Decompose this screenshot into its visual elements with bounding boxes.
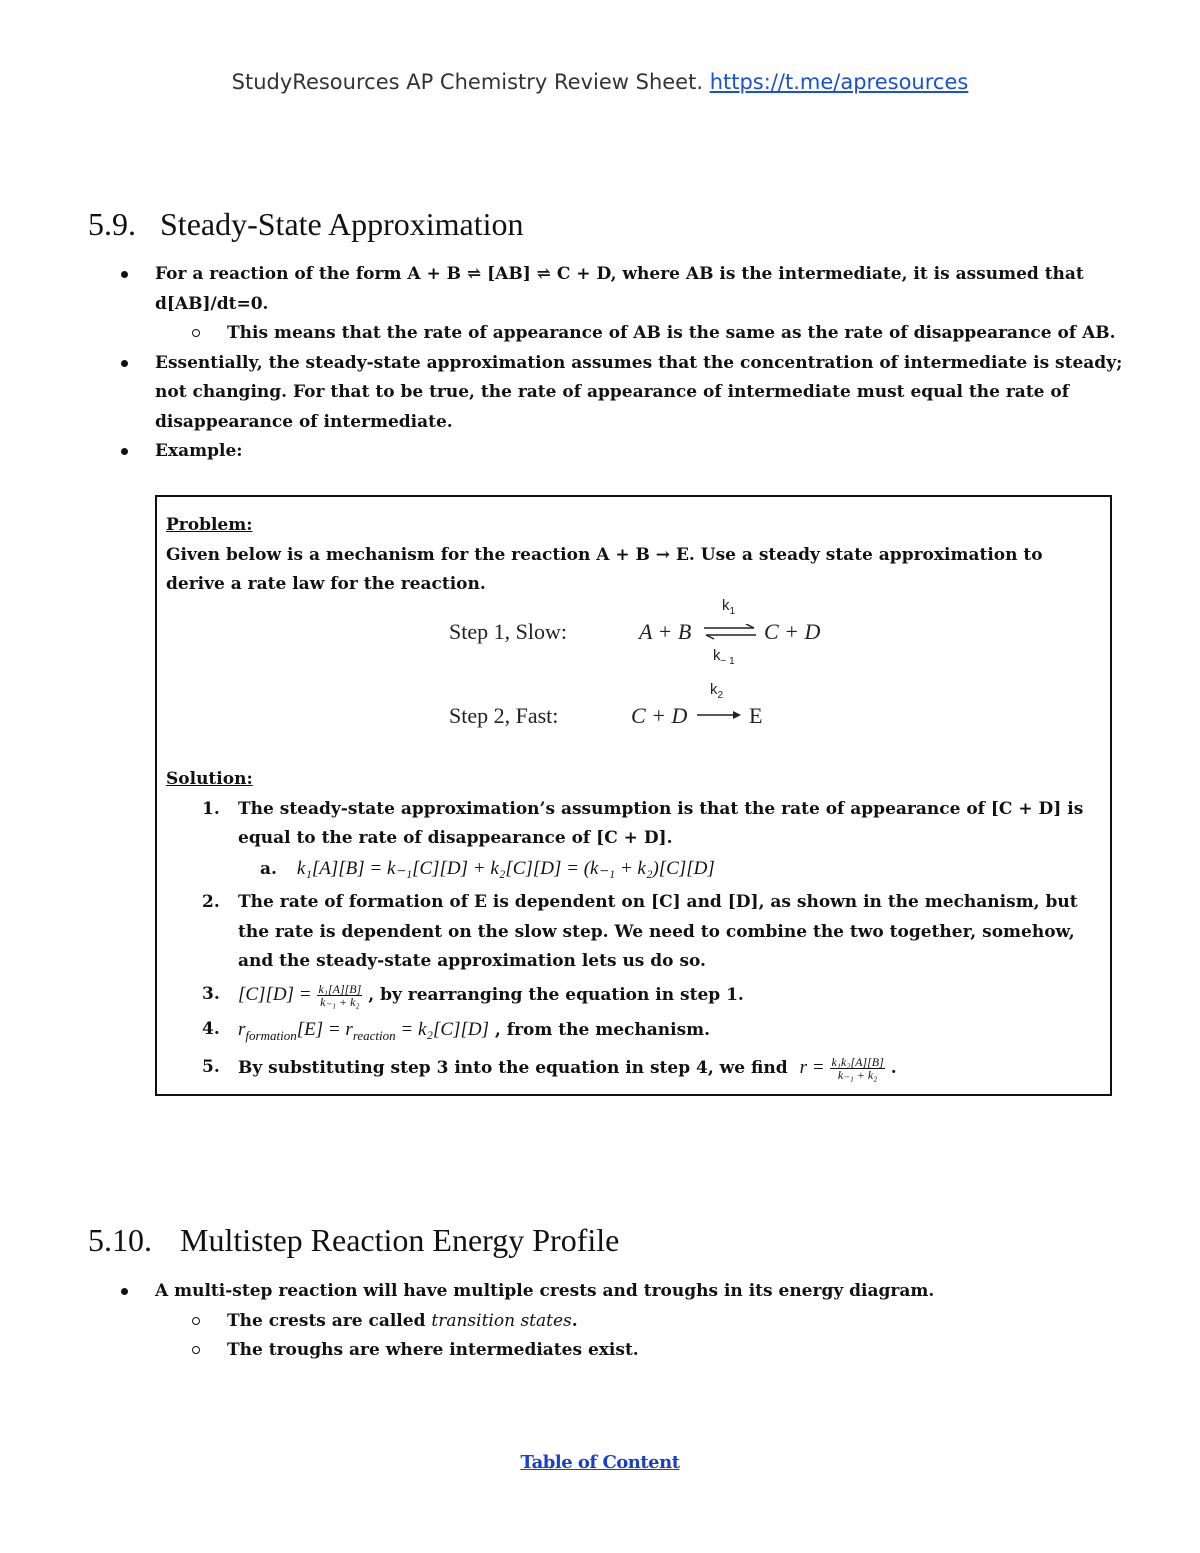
step-text: The rate of formation of E is dependent on [C] and [D], as shown in the mechanism, but the rate is dependent on the slow step. We need to combine the two together, somehow, and the steady-state approximation lets us do so. [238, 892, 1078, 971]
step-text: The steady-state approximation’s assumption is that the rate of appearance of [C + D] is equal to the rate of disappearance of [C + D]. [238, 798, 1084, 848]
header-text: StudyResources AP Chemistry Review Sheet. [231, 70, 704, 94]
step1-k-reverse: $k_{- 1}$ [713, 647, 735, 667]
section-title: Steady-State Approximation [160, 206, 524, 242]
page-header [0, 70, 1200, 94]
step-number: 5. [202, 1057, 220, 1078]
section2-bullets [88, 1277, 1128, 1366]
bullet-item [88, 437, 1128, 467]
page-footer [0, 1452, 1200, 1473]
solution-step [166, 1015, 1106, 1050]
step5-fraction: $\frac{\text{k₁k₂[A][B]}}{\text{k₋₁ + k₂}}$ [831, 1055, 884, 1083]
forward-arrow-icon [695, 709, 743, 721]
sub-bullets [155, 1307, 1128, 1366]
section-title: Multistep Reaction Energy Profile [180, 1222, 620, 1258]
solution-step [166, 888, 1106, 977]
sub-step-label: a. [260, 858, 277, 879]
sub-bullet-item: The crests are called transition states. [88, 1307, 1128, 1337]
step2-k: $k_2$ [710, 681, 724, 701]
step1-reactants: A + B [639, 619, 692, 644]
step3-lhs: [C][D] = [238, 983, 312, 1005]
solution-steps [166, 795, 1106, 1084]
step2-label: Step 2, Fast: [449, 703, 559, 728]
solution-step [166, 980, 1106, 1011]
section1-bullets [88, 260, 1128, 467]
solution-step [166, 795, 1106, 885]
step5-lhs: r = [799, 1057, 825, 1079]
sub-step-a [238, 854, 1106, 885]
bullet-item [88, 260, 1128, 349]
table-of-content-link[interactable]: Table of Content [520, 1452, 680, 1473]
step-text: , from the mechanism. [494, 1020, 711, 1040]
step4-equation: $r_{formation}[E] = r_{reaction} = k_2[C][D]$ [238, 1019, 489, 1043]
equilibrium-arrow-icon [702, 624, 758, 640]
step2-reactants: C + D [631, 703, 688, 728]
section-title-5-10 [88, 1222, 619, 1259]
problem-text: Given below is a mechanism for the reaction A + B → E. Use a steady state approximation to derive a rate law for the reaction. [166, 544, 1043, 594]
bullet-text: For a reaction of the form A + B ⇌ [AB] ⇌ C + D, where AB is the intermediate, it is assumed that d[AB]/dt=0. [155, 264, 1084, 314]
sub-step-equation: k₁[A][B] = k₋₁[C][D] + k₂[C][D] = (k₋₁ + k₂)[C][D] [296, 857, 715, 879]
italic-term: transition states [431, 1310, 572, 1331]
step-number: 1. [202, 798, 220, 819]
step-text: , by rearranging the equation in step 1. [368, 984, 744, 1005]
step1-k-forward: $k_1$ [722, 597, 736, 617]
solution-block [166, 765, 1106, 1084]
example-box [155, 495, 1112, 1096]
step1-products: C + D [764, 619, 821, 644]
bullet-item [88, 1277, 1128, 1366]
solution-label: Solution: [166, 769, 253, 789]
step5-end: . [890, 1058, 897, 1079]
bullet-text: Example: [155, 441, 243, 461]
step-text: By substituting step 3 into the equation in step 4, we find [238, 1058, 788, 1079]
sub-bullets [155, 319, 1128, 349]
problem-block [166, 511, 1096, 600]
step-number: 4. [202, 1019, 220, 1039]
bullet-text: A multi-step reaction will have multiple crests and troughs in its energy diagram. [155, 1281, 935, 1301]
step-number: 3. [202, 983, 220, 1004]
section-number: 5.9. [88, 206, 136, 242]
solution-step [166, 1053, 1106, 1084]
step1-label: Step 1, Slow: [449, 619, 567, 644]
step-number: 2. [202, 892, 220, 912]
sub-bullet-item: The troughs are where intermediates exist. [88, 1336, 1128, 1366]
section-number: 5.10. [88, 1222, 152, 1258]
header-link[interactable]: https://t.me/apresources [709, 70, 969, 94]
sub-bullet-item [88, 319, 1128, 349]
bullet-text: Essentially, the steady-state approximation assumes that the concentration of intermediate is steady; not changing. For that to be true, the rate of appearance of intermediate must equal the rate of disappearance of intermediate. [155, 352, 1123, 432]
step3-fraction: $\frac{\text{k₁[A][B]}}{\text{k₋₁ + k₂}}$ [318, 981, 362, 1009]
step2-product: E [749, 703, 763, 728]
problem-label: Problem: [166, 515, 253, 535]
section-title-5-9 [88, 206, 524, 243]
sub-bullet-text: This means that the rate of appearance of AB is the same as the rate of disappearance of AB. [227, 323, 1116, 343]
bullet-item [88, 349, 1128, 438]
